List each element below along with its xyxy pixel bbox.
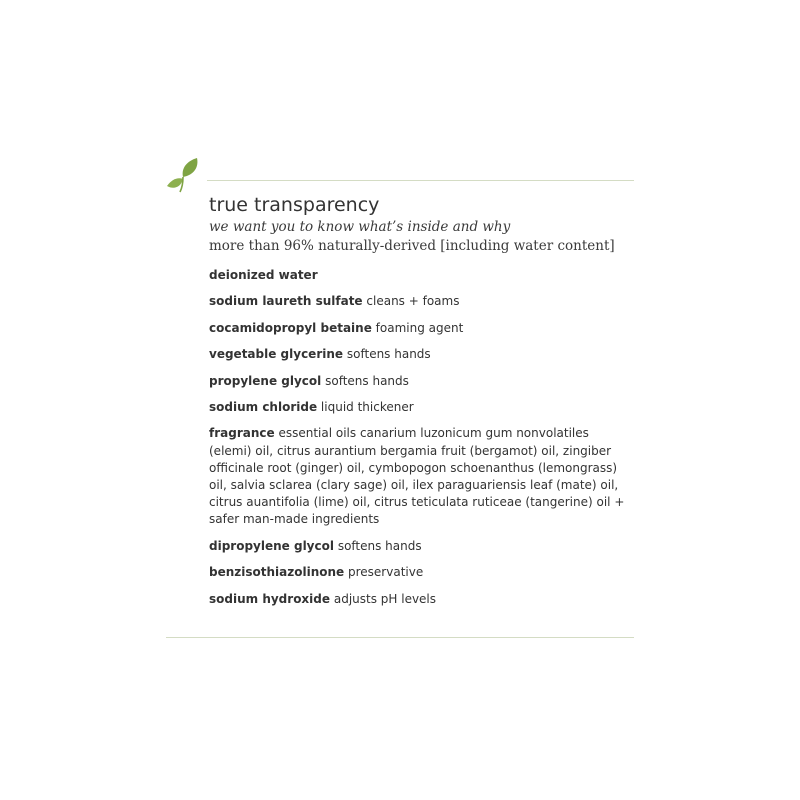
- ingredient-name: sodium laureth sulfate: [209, 294, 363, 309]
- page-title: true transparency: [209, 194, 380, 216]
- ingredient-item: [209, 267, 629, 284]
- ingredient-name: propylene glycol: [209, 373, 322, 388]
- ingredient-purpose: softens hands: [325, 373, 409, 388]
- ingredient-purpose: essential oils canarium luzonicum gum nonvolatiles (elemi) oil, citrus aurantium bergamia fruit (bergamot) oil, zingiber officinale root (ginger) oil, cymbopogon schoenanthus (lemongrass) oil, salvia sclarea (clary sage) oil, ilex paraguariensis leaf (mate) oil, citrus auantifolia (lime) oil, citrus teticulata ruticeae (tangerine) oil + safer man-made ingredients: [209, 426, 625, 527]
- ingredient-item: [209, 564, 629, 581]
- ingredient-name: dipropylene glycol: [209, 538, 334, 553]
- ingredient-purpose: foaming agent: [375, 320, 464, 335]
- ingredient-list: [209, 267, 629, 608]
- ingredient-name: sodium hydroxide: [209, 591, 331, 606]
- ingredient-name: benzisothiazolinone: [209, 565, 345, 580]
- ingredient-item: [209, 591, 629, 608]
- ingredient-purpose: adjusts pH levels: [333, 591, 437, 606]
- ingredient-item: [209, 373, 629, 390]
- ingredient-name: sodium chloride: [209, 399, 318, 414]
- top-divider: [207, 180, 634, 181]
- bottom-divider: [166, 637, 634, 638]
- ingredient-purpose: preservative: [348, 565, 424, 580]
- ingredient-item: [209, 538, 629, 555]
- ingredient-item: [209, 346, 629, 363]
- ingredient-name: fragrance: [209, 426, 275, 441]
- leaf-icon: [164, 155, 204, 195]
- ingredient-name: deionized water: [209, 268, 318, 282]
- naturally-derived-note: more than 96% naturally-derived [including water content]: [209, 238, 615, 254]
- ingredient-item: [209, 320, 629, 337]
- leaf-icon-upper-leaf: [183, 158, 198, 177]
- leaf-icon-lower-leaf: [167, 178, 183, 187]
- ingredient-purpose: cleans + foams: [366, 294, 460, 309]
- page-subtitle: we want you to know what’s inside and why: [209, 219, 511, 235]
- ingredient-name: vegetable glycerine: [209, 347, 344, 362]
- ingredient-item: [209, 425, 629, 528]
- ingredient-name: cocamidopropyl betaine: [209, 320, 372, 335]
- ingredient-purpose: softens hands: [337, 538, 422, 553]
- transparency-panel: [209, 192, 629, 617]
- ingredient-item: [209, 293, 629, 310]
- ingredient-purpose: liquid thickener: [320, 399, 414, 414]
- ingredient-item: [209, 399, 629, 416]
- ingredient-purpose: softens hands: [346, 347, 431, 362]
